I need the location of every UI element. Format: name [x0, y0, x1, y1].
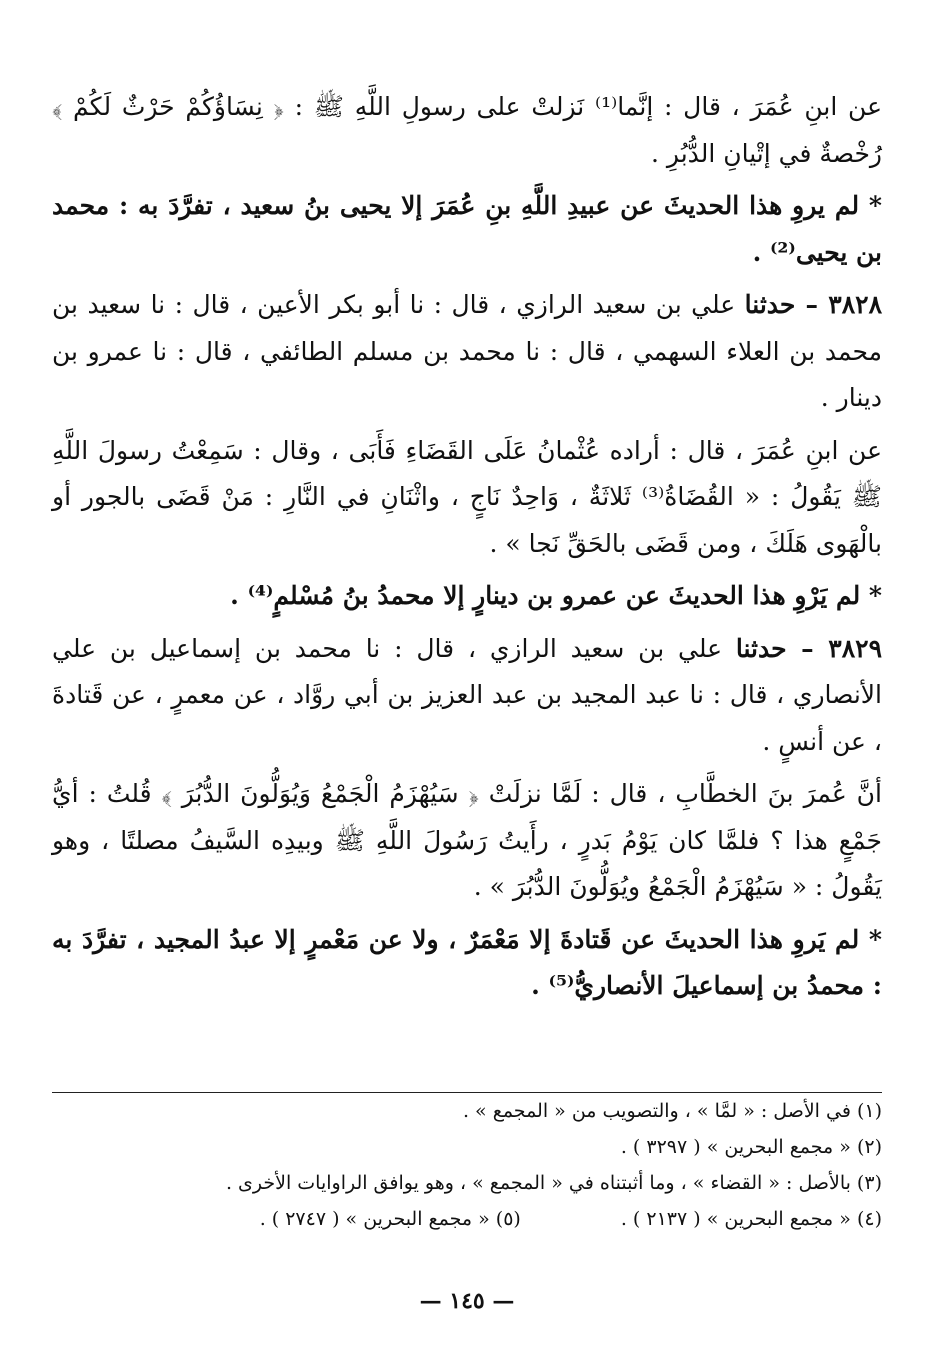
- main-text: [52, 84, 882, 1016]
- paragraph-entry-3828: [52, 282, 882, 422]
- footnote-3: (٣) بالأصل : « القضاء » ، وما أثبتناه في « المجمع » ، وهو يوافق الراوايات الأخرى .: [225, 1172, 882, 1194]
- paragraph-note-2: * لم يَرْوِ هذا الحديثَ عن عمرو بن دينارٍ إلا محمدُ بنُ مُسْلمٍ⁽⁴⁾ .: [230, 581, 882, 610]
- entry-text: علي بن سعيد الرازي ، قال : نا محمد بن إسماعيل بن علي الأنصاري ، قال : نا عبد المجيد بن عبد العزيز بن أبي روَّاد ، عن معمرٍ ، عن قَتادةَ ، عن أنسٍ .: [52, 633, 882, 756]
- paragraph-note-1: * لم يروِ هذا الحديثَ عن عبيدِ اللَّهِ بنِ عُمَرَ إلا يحيى بنُ سعيد ، تفرَّدَ به : محمد بن يحيى⁽²⁾ .: [52, 191, 882, 267]
- footnote-1: (١) في الأصل : « لمَّا » ، والتصويب من « المجمع » .: [462, 1100, 882, 1122]
- footnote-2: (٢) « مجمع البحرين » ( ٣٢٩٧ ) .: [620, 1136, 882, 1158]
- footnotes: [52, 1092, 882, 1237]
- footnote-4-row: [52, 1201, 882, 1237]
- paragraph-hadith-1: عن ابنِ عُمَرَ ، قال : إنَّما⁽¹⁾ نَزلتْ على رسولِ اللَّهِ ﷺ : ﴿ نِسَاؤُكُمْ حَرْثٌ لَكُمْ ﴾ رُخْصةٌ في إتْيانِ الدُّبُرِ .: [52, 92, 882, 168]
- entry-lead: – حدثنا: [735, 633, 829, 663]
- paragraph-hadith-2: عن ابنِ عُمَرَ ، قال : أراده عُثْمانُ عَلَى القَضَاءِ فَأَبَى ، وقال : سَمِعْتُ رسولَ اللَّهِ ﷺ يَقُولُ : « القُضَاةُ⁽³⁾ ثَلاثَةٌ ، وَاحِدٌ نَاجٍ ، واثْنَانِ في النَّارِ : مَنْ قَضَى بالجور أو بالْهَوى هَلَكَ ، ومن قَضَى بالحَقِّ نَجا » .: [52, 435, 882, 558]
- paragraph-entry-3829: [52, 626, 882, 766]
- page-number: — ١٤٥ —: [419, 1288, 515, 1314]
- paragraph-hadith-3: أنَّ عُمرَ بنَ الخطَّابِ ، قال : لَمَّا نزلَتْ ﴿ سَيُهْزَمُ الْجَمْعُ وَيُوَلُّونَ الدُّبُرَ ﴾ قُلتُ : أيُّ جَمْعٍ هذا ؟ فلمَّا كان يَوْمُ بَدرٍ ، رأَيتُ رَسُولَ اللَّهِ ﷺ وبيدِه السَّيفُ مصلتًا ، وهو يَقُولُ : « سَيُهْزَمُ الْجَمْعُ ويُوَلُّونَ الدُّبُرَ » .: [52, 779, 882, 901]
- entry-lead: – حدثنا: [744, 290, 829, 319]
- paragraph-note-3: * لم يَروِ هذا الحديثَ عن قَتادةَ إلا مَعْمَرٌ ، ولا عن مَعْمرٍ إلا عبدُ المجيد ، تفرَّدَ به : محمدُ بن إسماعيلَ الأنصاريُّ⁽⁵⁾ .: [52, 924, 882, 1000]
- entry-text: علي بن سعيد الرازي ، قال : نا أبو بكر الأعين ، قال : نا سعيد بن محمد بن العلاء السهمي ، قال : نا محمد بن مسلم الطائفي ، قال : نا عمرو بن دينار .: [52, 290, 882, 412]
- entry-number: ٣٨٢٨: [828, 290, 882, 319]
- entry-number: ٣٨٢٩: [828, 633, 882, 663]
- footnote-5: (٥) « مجمع البحرين » ( ٢٧٤٧ ) .: [259, 1208, 521, 1230]
- footnote-4: (٤) « مجمع البحرين » ( ٢١٣٧ ) .: [620, 1208, 882, 1230]
